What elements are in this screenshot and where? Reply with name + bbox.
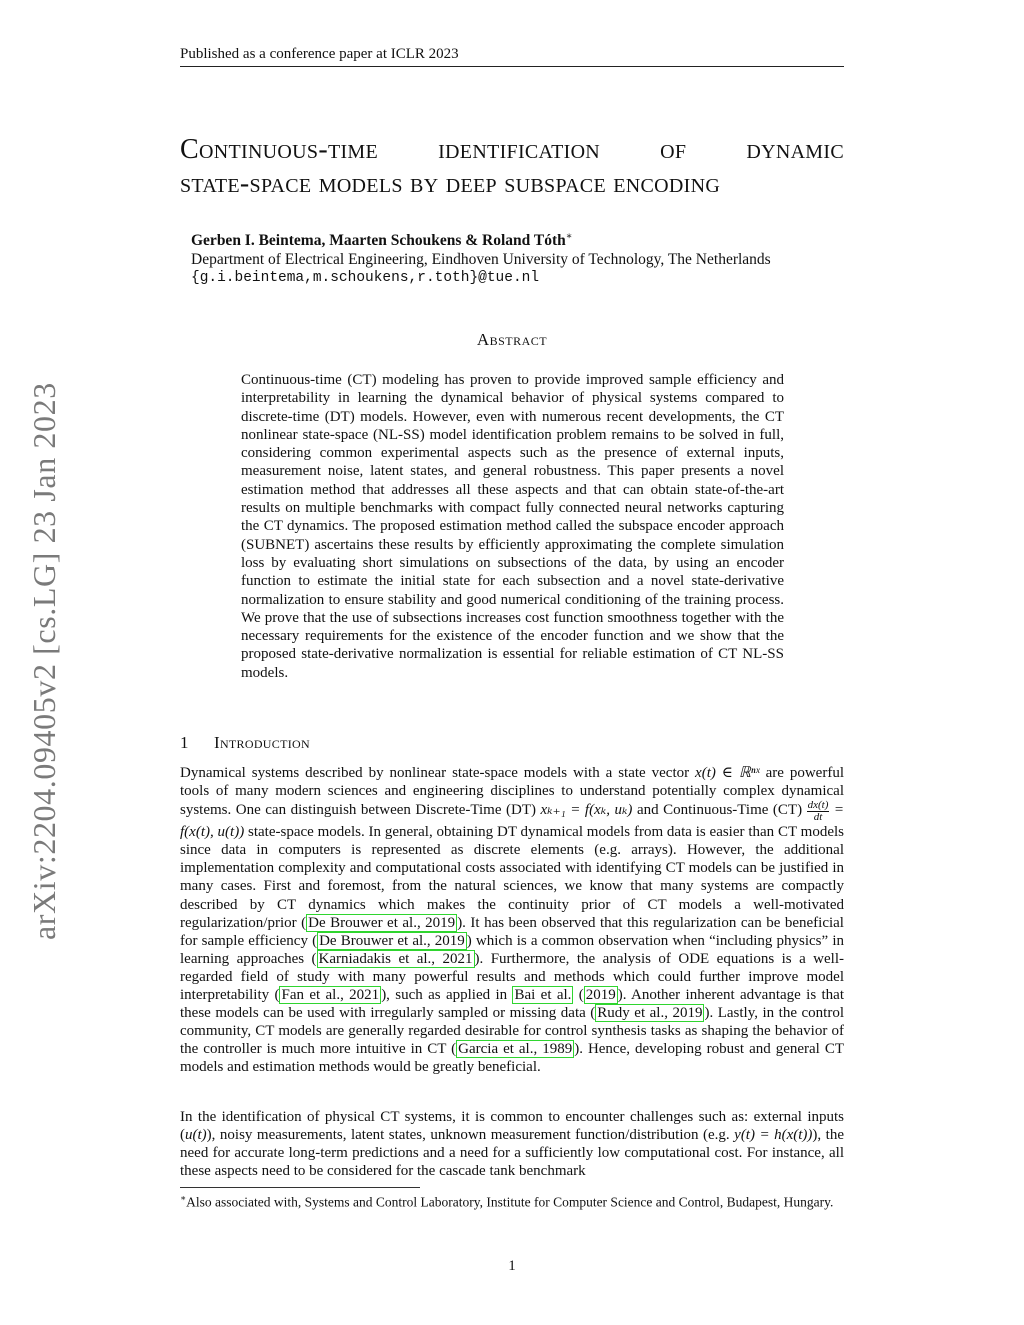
math-state-vector: x(t) ∈ ℝⁿˣ	[695, 765, 760, 781]
footnote-marker: ∗	[180, 1193, 187, 1203]
footnote-text: Also associated with, Systems and Control Laboratory, Institute for Computer Science and Control, Budapest, Hungary.	[186, 1194, 834, 1210]
running-header: Published as a conference paper at ICLR 2023	[180, 44, 844, 67]
text: are powerful tools of many modern sciences and engineering disciplines to understand potentially complex dynamical systems. One can distinguish between Discrete-Time (DT)	[180, 765, 844, 819]
intro-paragraph-2	[180, 1108, 844, 1180]
section-title: Introduction	[214, 733, 310, 752]
math-input: u(t)	[185, 1127, 207, 1144]
abstract-body: Continuous-time (CT) modeling has proven to provide improved sample efficiency and interpretability in learning the dynamical behavior of physical systems compared to discrete-time (DT) models. However, even with numerous recent developments, the CT nonlinear state-space (NL-SS) model identification problem remains to be solved in full, considering common experimental aspects such as the presence of external inputs, measurement noise, latent states, and general robustness. This paper presents a novel estimation method that addresses all these aspects and that can obtain state-of-the-art results on multiple benchmarks with compact fully connected neural networks capturing the CT dynamics. The proposed estimation method called the subspace encoder approach (SUBNET) ascertains these results by efficiently approximating the complete simulation loss by evaluating short simulations on subsections of the data, by using an encoder function to estimate the initial state for each subsection and a novel state-derivative normalization to ensure stability and good numerical conditioning of the training process. We prove that the use of subsections increases cost function smoothness together with the necessary requirements for the existence of the encoder function and we show that the proposed state-derivative normalization is essential for reliable estimation of CT NL-SS models.	[241, 372, 784, 681]
math-output: y(t) = h(x(t))	[734, 1127, 813, 1144]
author-affiliation: Department of Electrical Engineering, Eindhoven University of Technology, The Netherlands	[191, 251, 771, 269]
citation-link[interactable]: 2019	[585, 987, 616, 1004]
citation-link[interactable]: De Brouwer et al., 2019	[319, 932, 465, 949]
text: ) which is a common observation when “including physics” in learning approaches (	[180, 932, 844, 967]
citation-link[interactable]: Fan et al., 2021	[281, 987, 380, 1004]
section-number: 1	[180, 733, 189, 752]
author-names: Gerben I. Beintema, Maarten Schoukens & Roland Tóth	[191, 232, 566, 250]
citation-link[interactable]: Karniadakis et al., 2021	[318, 950, 473, 967]
title-line-2: state-space models by deep subspace encoding	[180, 168, 721, 199]
author-email: {g.i.beintema,m.schoukens,r.toth}@tue.nl	[191, 270, 540, 287]
text: ), noisy measurements, latent states, unknown measurement function/distribution (e.g.	[206, 1127, 735, 1144]
math-dt-model: xₖ₊₁ = f(xₖ, uₖ)	[540, 802, 633, 819]
citation-link[interactable]: De Brouwer et al., 2019	[308, 914, 456, 931]
text: ). It has been observed that this regularization can be beneficial for sample efficiency (	[180, 914, 844, 949]
arxiv-stamp: arXiv:2204.09405v2 [cs.LG] 23 Jan 2023	[26, 382, 62, 940]
citation-link[interactable]: Garcia et al., 1989	[458, 1041, 573, 1058]
math-derivative-fraction	[807, 800, 830, 823]
author-footnote-marker: ∗	[565, 231, 573, 242]
page-number: 1	[508, 1258, 516, 1274]
text: state-space models. In general, obtaining DT dynamical models from data is easier than CT models since data in computers is represented as discrete elements (e.g. arrays). However, the additional implementation complexity and computational costs associated with identifying CT models can be justified in many cases. First and foremost, from the natural sciences, we know that many systems are compactly described by CT dynamics which makes the continuity prior of CT models a well-motivated regularization/prior (	[180, 824, 844, 931]
intro-paragraph-1	[180, 764, 844, 1077]
footnote-divider	[180, 1187, 420, 1188]
fraction-numerator: dx(t)	[807, 799, 829, 812]
section-heading-introduction	[180, 733, 844, 753]
text: ). Another inherent advantage is that these models can be used with irregularly sampled or missing data (	[180, 987, 845, 1022]
citation-link[interactable]: Rudy et al., 2019	[597, 1005, 703, 1022]
text: and Continuous-Time (CT)	[632, 802, 807, 819]
footnote	[180, 1190, 844, 1211]
text: ), the need for accurate long-term predictions and a need for a sufficiently low computational cost. For instance, all these aspects need to be considered for the cascade tank benchmark	[180, 1127, 844, 1180]
title-line-1: Continuous-time identification of dynamic	[180, 134, 844, 165]
citation-link[interactable]: Bai et al.	[514, 987, 572, 1004]
text: ). Lastly, in the control community, CT models are generally regarded desirable for control synthesis tasks as shaping the behavior of the controller is much more intuitive in CT (	[180, 1005, 845, 1058]
fraction-denominator: dt	[813, 811, 823, 824]
author-block	[191, 227, 851, 288]
text: In the identification of physical CT systems, it is common to encounter challenges such as: external inputs (	[180, 1109, 844, 1144]
text: (	[573, 987, 584, 1004]
abstract-heading: Abstract	[476, 330, 548, 349]
text: ). Furthermore, the analysis of ODE equations is a well-regarded field of study with many powerful results and methods which could further improve model interpretability (	[180, 950, 844, 1004]
text: Dynamical systems described by nonlinear state-space models with a state vector	[180, 765, 696, 781]
text: ). Hence, developing robust and general CT models and estimation methods would be greatly beneficial.	[180, 1041, 844, 1076]
math-ct-model: = f(x(t), u(t))	[180, 802, 844, 841]
paper-title	[180, 133, 844, 201]
text: ), such as applied in	[381, 987, 513, 1004]
